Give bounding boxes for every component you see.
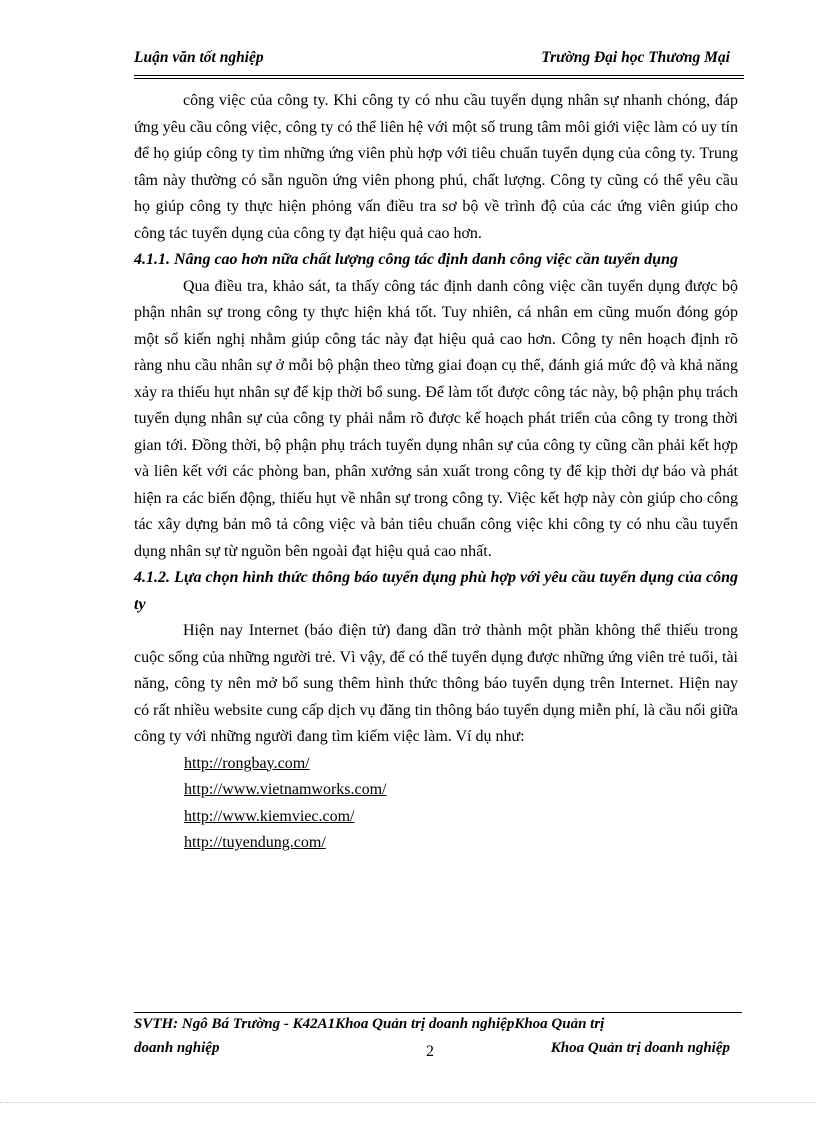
section-heading-4-1-2: 4.1.2. Lựa chọn hình thức thông báo tuyển dụng phù hợp với yêu cầu tuyển dụng của công ty <box>134 569 738 613</box>
website-link-list <box>134 751 738 857</box>
page-header <box>134 43 744 79</box>
footer-author-line: SVTH: Ngô Bá Trường - K42A1Khoa Quản trị doanh nghiệpKhoa Quản trị <box>134 1016 605 1032</box>
footer-department-left: doanh nghiệp <box>134 1040 220 1056</box>
page-bottom-divider <box>0 1102 816 1103</box>
link-rongbay[interactable]: http://rongbay.com/ <box>184 754 310 772</box>
link-vietnamworks[interactable]: http://www.vietnamworks.com/ <box>184 781 387 798</box>
paragraph-internet-recruitment: Hiện nay Internet (báo điện tử) đang dần trở thành một phần không thể thiếu trong cuộc sống của những người trẻ. Vì vậy, để có thể tuyển dụng được những ứng viên trẻ tuổi, tài năng, công ty nên mở bổ sung thêm hình thức thông báo tuyển dụng trên Internet. Hiện nay có rất nhiều website cung cấp dịch vụ đăng tin thông báo tuyển dụng miễn phí, là cầu nối giữa công ty với những người đang tìm kiếm việc làm. Ví dụ như: <box>134 622 738 745</box>
header-university-name: Trường Đại học Thương Mại <box>541 49 730 66</box>
section-heading-4-1-1: 4.1.1. Nâng cao hơn nữa chất lượng công tác định danh công việc cần tuyển dụng <box>134 251 678 268</box>
link-kiemviec[interactable]: http://www.kiemviec.com/ <box>184 807 355 825</box>
link-tuyendung[interactable]: http://tuyendung.com/ <box>184 834 326 851</box>
header-thesis-label: Luận văn tốt nghiệp <box>134 49 264 66</box>
document-body <box>134 88 738 857</box>
page-number: 2 <box>426 1043 434 1060</box>
paragraph-job-identification: Qua điều tra, khảo sát, ta thấy công tác định danh công việc cần tuyển dụng được bộ phận nhân sự trong công ty thực hiện khá tốt. Tuy nhiên, cá nhân em cũng muốn đóng góp một số kiến nghị nhằm giúp công tác này đạt hiệu quả cao hơn. Công ty nên hoạch định rõ ràng nhu cầu nhân sự ở mỗi bộ phận theo từng giai đoạn cụ thể, đánh giá mức độ và khả năng xảy ra thiếu hụt nhân sự để kịp thời bổ sung. Để làm tốt được công tác này, bộ phận phụ trách tuyển dụng nhân sự của công ty phải nắm rõ được kế hoạch phát triển của công ty trong thời gian tới. Đồng thời, bộ phận phụ trách tuyển dụng nhân sự của công ty cũng cần phải kết hợp và liên kết với các phòng ban, phân xưởng sản xuất trong công ty để kịp thời dự báo và phát hiện ra các biến động, thiếu hụt về nhân sự trong công ty. Việc kết hợp này còn giúp cho công tác xây dựng bản mô tả công việc và bản tiêu chuẩn công việc khi công ty có nhu cầu tuyển dụng nhân sự từ nguồn bên ngoài đạt hiệu quả cao nhất. <box>134 277 738 560</box>
page-footer <box>134 1012 742 1060</box>
paragraph-recruitment-centers: công việc của công ty. Khi công ty có nhu cầu tuyển dụng nhân sự nhanh chóng, đáp ứng yêu cầu công việc, công ty có thể liên hệ với một số trung tâm môi giới việc làm có uy tín để họ giúp công ty tìm những ứng viên phù hợp với tiêu chuẩn tuyển dụng của công ty. Trung tâm này thường có sẵn nguồn ứng viên phong phú, chất lượng. Công ty cũng có thể yêu cầu họ giúp công ty thực hiện phỏng vấn điều tra sơ bộ về trình độ của các ứng viên giúp cho công tác tuyển dụng của công ty đạt hiệu quả cao hơn. <box>134 92 738 242</box>
footer-department-right: Khoa Quản trị doanh nghiệp <box>550 1040 730 1056</box>
